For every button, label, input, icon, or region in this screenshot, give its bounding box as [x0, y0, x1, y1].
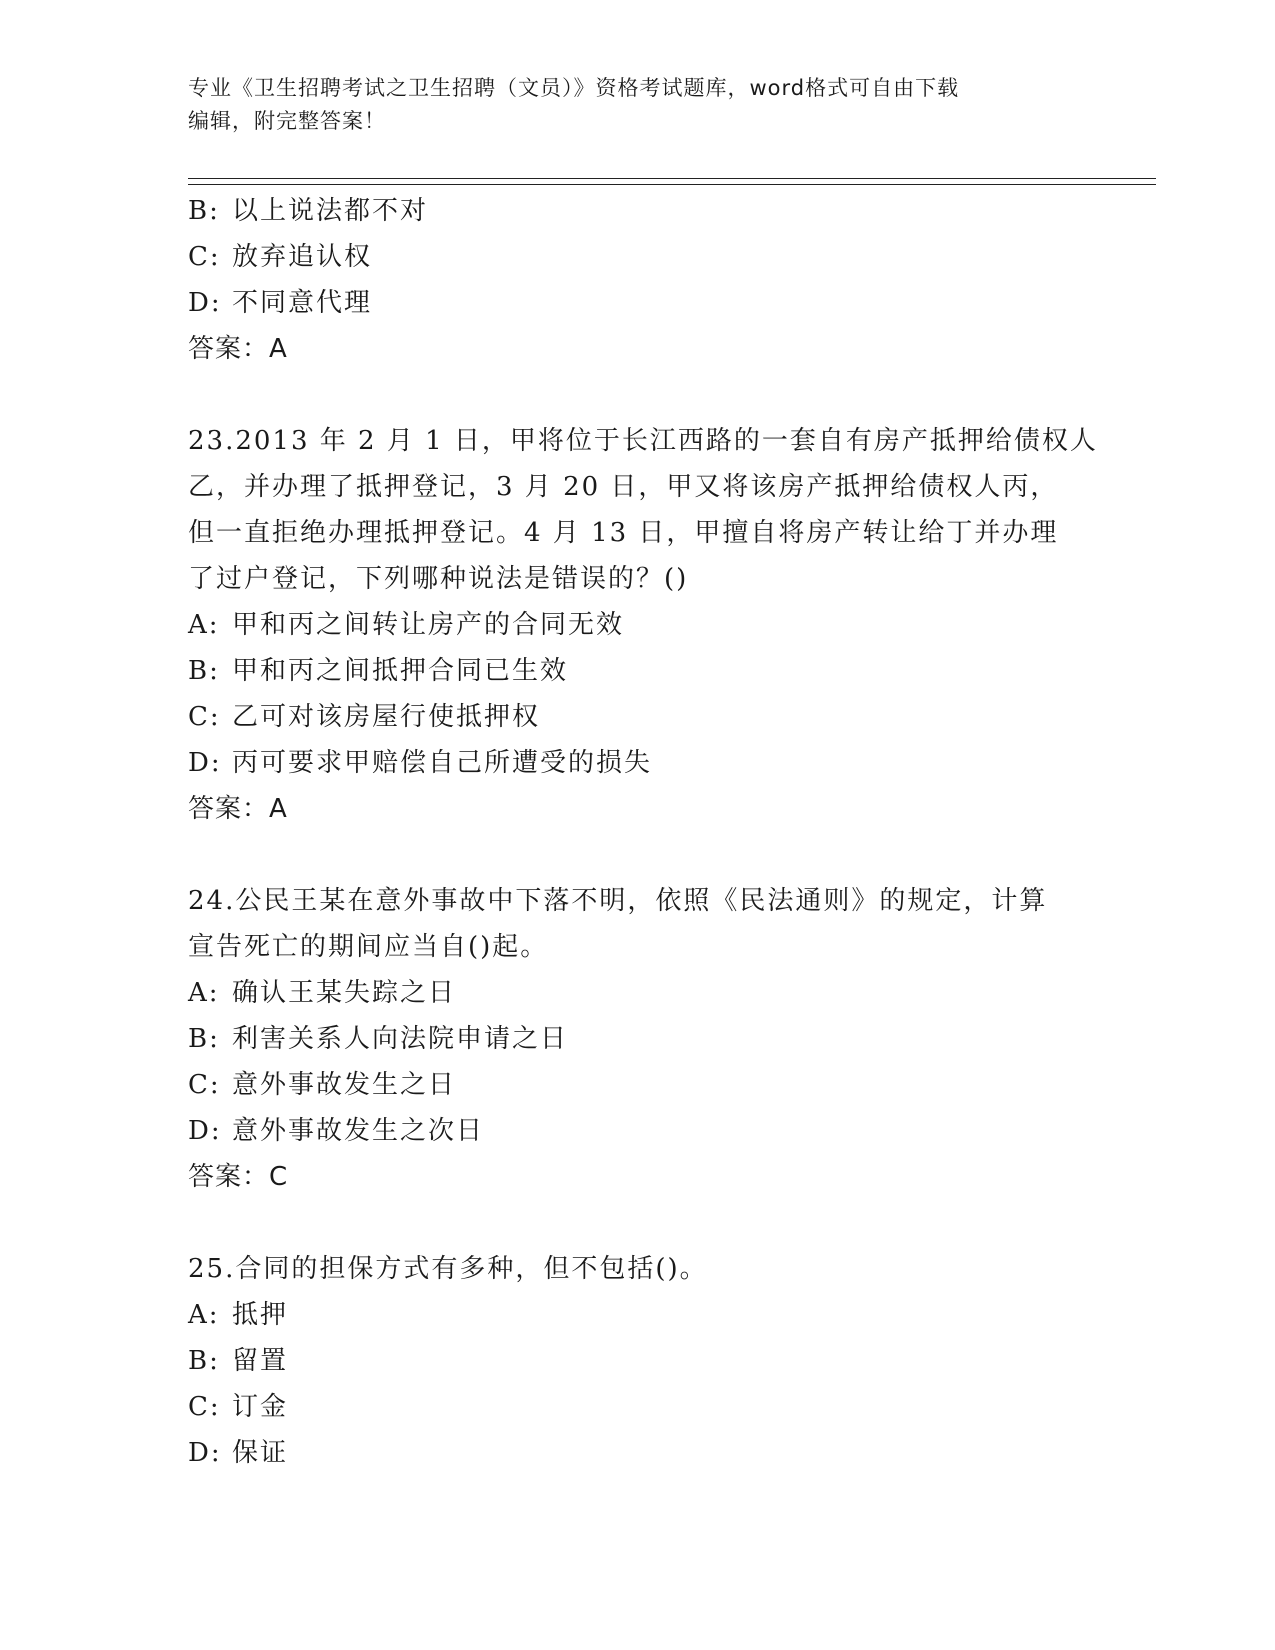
option-c — [188, 234, 1088, 280]
option-a — [188, 1292, 1088, 1338]
option-letter: B: — [188, 1346, 220, 1376]
header-line-1: 专业《卫生招聘考试之卫生招聘（文员）》资格考试题库，word格式可自由下载 — [188, 76, 960, 100]
option-letter: B: — [188, 1024, 220, 1054]
option-letter: D: — [188, 288, 222, 318]
option-text: 确认王某失踪之日 — [232, 978, 457, 1008]
spacer — [188, 372, 1088, 418]
document-header — [188, 72, 1068, 138]
answer-line: 答案：A — [188, 334, 288, 364]
option-letter: C: — [188, 242, 221, 272]
answer-line: 答案：A — [188, 794, 288, 824]
option-d — [188, 1108, 1088, 1154]
question-content — [188, 188, 1098, 1476]
option-letter: B: — [188, 196, 220, 226]
option-letter: C: — [188, 1392, 221, 1422]
option-letter: A: — [188, 978, 220, 1008]
option-b — [188, 648, 1088, 694]
option-b — [188, 188, 1088, 234]
option-letter: B: — [188, 656, 220, 686]
question-24-block — [188, 878, 1088, 1200]
header-rule-top — [188, 178, 1156, 179]
option-text: 保证 — [232, 1438, 289, 1468]
option-letter: A: — [188, 610, 220, 640]
header-line-2: 编辑，附完整答案！ — [188, 109, 386, 133]
option-letter: D: — [188, 1438, 222, 1468]
option-text: 订金 — [232, 1392, 289, 1422]
question-23-block — [188, 418, 1098, 832]
question-text-line: 宣告死亡的期间应当自()起。 — [188, 932, 549, 962]
option-c — [188, 1062, 1088, 1108]
option-text: 甲和丙之间抵押合同已生效 — [232, 656, 569, 686]
option-text: 利害关系人向法院申请之日 — [232, 1024, 569, 1054]
option-text: 丙可要求甲赔偿自己所遭受的损失 — [232, 748, 653, 778]
option-b — [188, 1016, 1088, 1062]
option-text: 意外事故发生之次日 — [232, 1116, 485, 1146]
option-letter: D: — [188, 748, 222, 778]
option-text: 不同意代理 — [232, 288, 373, 318]
question-25-block — [188, 1246, 1088, 1476]
option-letter: A: — [188, 1300, 220, 1330]
option-text: 乙可对该房屋行使抵押权 — [232, 702, 541, 732]
option-text: 留置 — [232, 1346, 289, 1376]
header-rule-bottom — [188, 184, 1156, 185]
question-text-line: 乙，并办理了抵押登记，3 月 20 日，甲又将该房产抵押给债权人丙， — [188, 472, 1059, 502]
option-d — [188, 280, 1088, 326]
option-text: 甲和丙之间转让房产的合同无效 — [232, 610, 625, 640]
option-c — [188, 1384, 1088, 1430]
option-d — [188, 1430, 1088, 1476]
option-letter: D: — [188, 1116, 222, 1146]
option-d — [188, 740, 1088, 786]
spacer — [188, 1200, 1088, 1246]
spacer — [188, 832, 1088, 878]
option-letter: C: — [188, 702, 221, 732]
option-a — [188, 970, 1088, 1016]
question-text-line: 23.2013 年 2 月 1 日，甲将位于长江西路的一套自有房产抵押给债权人 — [188, 426, 1098, 456]
option-text: 抵押 — [232, 1300, 289, 1330]
option-c — [188, 694, 1088, 740]
question-text-line: 但一直拒绝办理抵押登记。4 月 13 日，甲擅自将房产转让给丁并办理 — [188, 518, 1059, 548]
question-text-line: 25.合同的担保方式有多种，但不包括()。 — [188, 1254, 708, 1284]
question-text-line: 24.公民王某在意外事故中下落不明，依照《民法通则》的规定，计算 — [188, 886, 1048, 916]
option-text: 以上说法都不对 — [232, 196, 429, 226]
option-a — [188, 602, 1088, 648]
answer-line: 答案：C — [188, 1162, 289, 1192]
option-text: 意外事故发生之日 — [232, 1070, 457, 1100]
question-text-line: 了过户登记，下列哪种说法是错误的？() — [188, 564, 689, 594]
option-text: 放弃追认权 — [232, 242, 373, 272]
option-b — [188, 1338, 1088, 1384]
option-letter: C: — [188, 1070, 221, 1100]
prev-question-block — [188, 188, 1088, 372]
